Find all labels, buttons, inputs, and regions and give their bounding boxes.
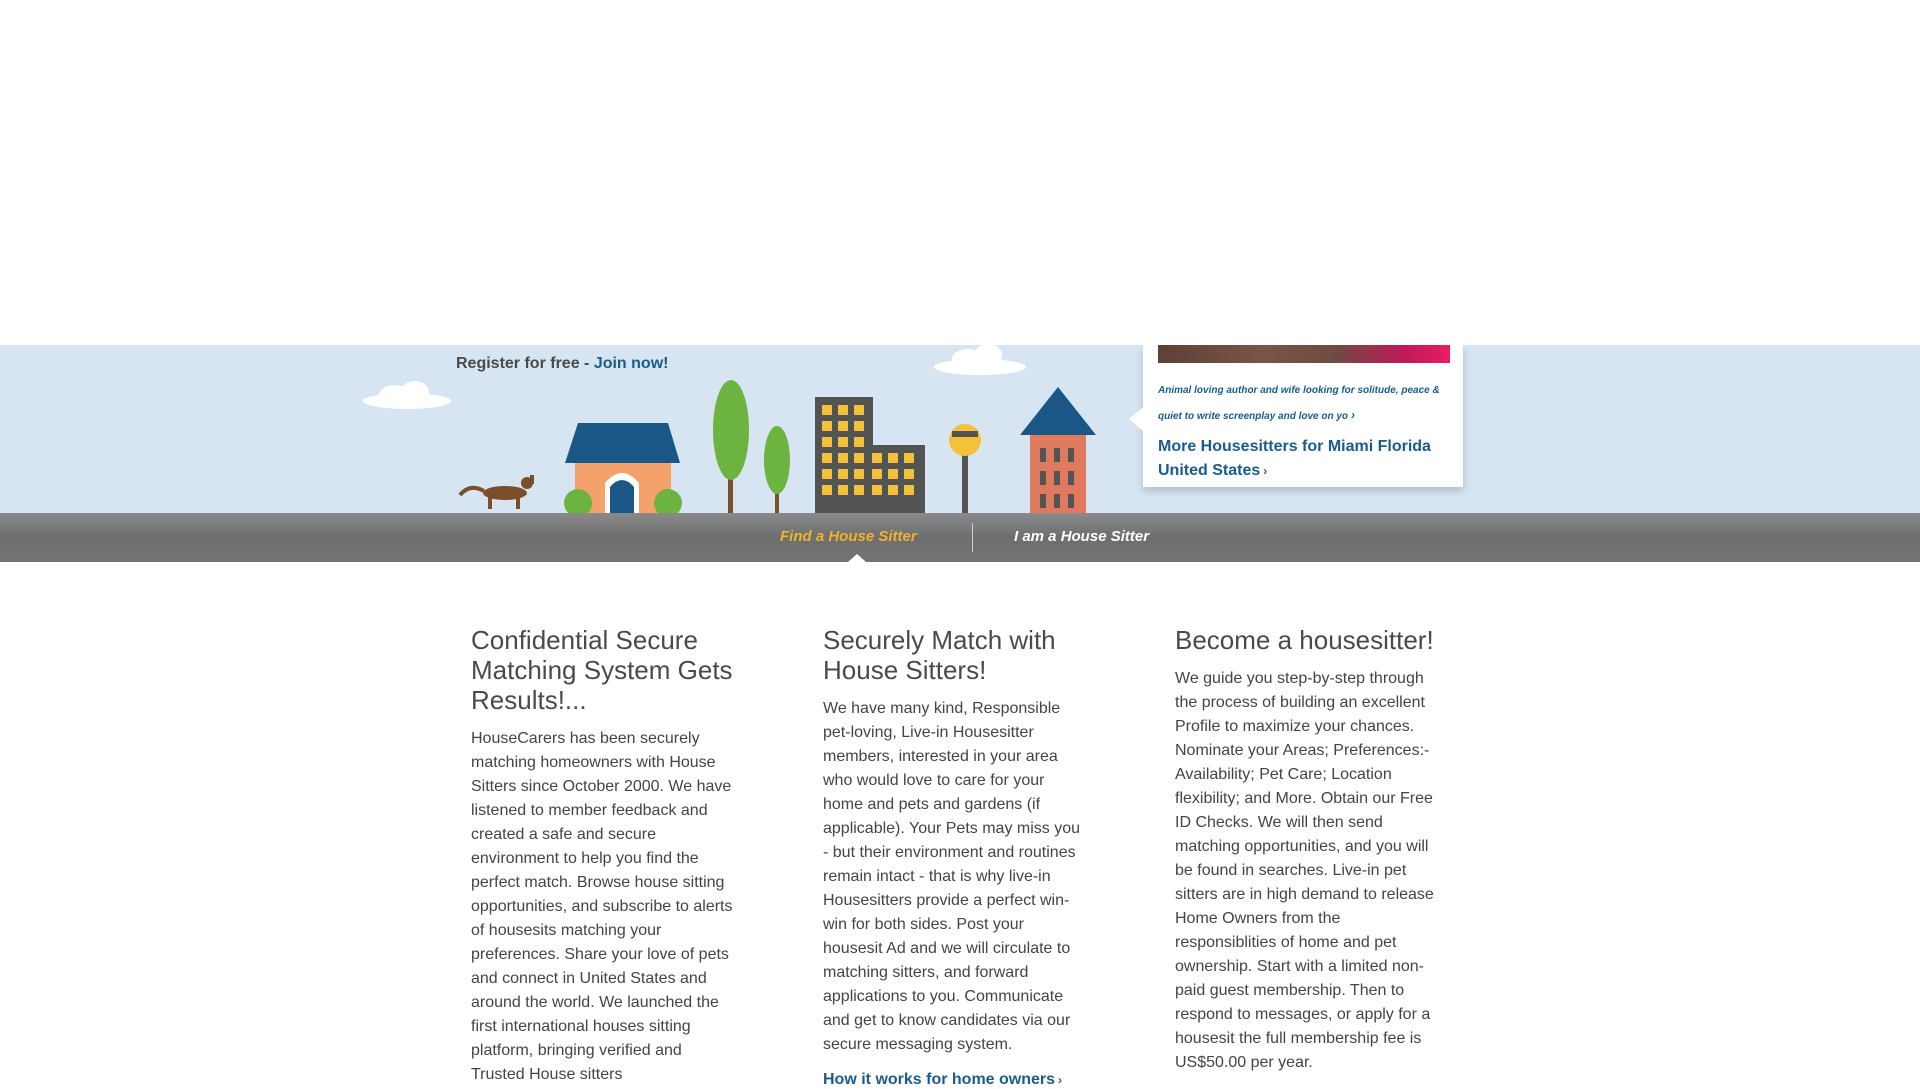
tab-i-am-house-sitter[interactable]: I am a House Sitter <box>1014 528 1150 545</box>
sitter-photo[interactable] <box>1158 345 1450 363</box>
house-icon <box>564 423 682 513</box>
chevron-right-icon: › <box>1058 1073 1063 1087</box>
how-it-works-text: How it works for home owners <box>823 1071 1056 1088</box>
more-housesitters-link[interactable] <box>1158 435 1448 483</box>
tab-find-house-sitter[interactable]: Find a House Sitter <box>780 528 917 545</box>
register-prompt <box>456 355 668 373</box>
column-title: Securely Match with House Sitters! <box>823 625 1056 685</box>
apartment-building-icon <box>815 397 925 513</box>
skyline-illustration <box>0 345 1920 513</box>
role-tab-bar <box>0 513 1920 562</box>
join-now-link[interactable]: Join now! <box>593 355 669 372</box>
register-text: Register for free - <box>456 355 594 372</box>
sitter-blurb-text: Animal loving author and wife looking for solitude, peace & quiet to write screenplay and love on yo <box>1158 385 1440 422</box>
column-body: We have many kind, Responsible pet-loving, Live-in Housesitter members, interested in your area who would love to care for your home and pets and gardens (if applicable). Your Pets may miss you - but their environment and routines remain intact - that is why live-in Housesitters provide a perfect win-win for both sides. Post your housesit Ad and we will circulate to matching sitters, and forward applications to you. Communicate and get to know candidates via our secure messaging system. <box>823 700 1081 1053</box>
street-lamp-icon <box>949 424 981 513</box>
column-body: HouseCarers has been securely matching homeowners with House Sitters since October 2000. We have listened to member feedback and created a safe and secure environment to help you find the perfect match. Browse house sitting opportunities, and subscribe to alerts of housesits matching your preferences. Share your love of pets and connect in United States and around the world. We launched the first international houses sitting platform, bringing verified and Trusted House sitters <box>471 730 733 1083</box>
more-housesitters-text: More Housesitters for Miami Florida United States <box>1158 438 1431 479</box>
tree-icon <box>713 380 790 513</box>
cloud-icon <box>934 345 1026 375</box>
feature-column-match-sitters <box>823 625 1085 1089</box>
feature-column-secure-matching <box>471 625 733 1087</box>
chevron-right-icon: › <box>1351 408 1356 422</box>
running-dog-icon <box>460 475 534 509</box>
column-body: We guide you step-by-step through the process of building an excellent Profile to maximize your chances. Nominate your Areas; Preferences:- Availability; Pet Care; Location flexibility; and More. Obtain our Free ID Checks. We will then send matching opportunities, and you will be found in searches. Live-in pet sitters are in high demand to release Home Owners from the responsiblities of home and pet ownership. Start with a limited non-paid guest membership. Then to respond to messages, or apply for a housesit the full membership fee is US$50.00 per year. <box>1175 670 1434 1071</box>
sitter-blurb-link[interactable] <box>1158 379 1453 429</box>
column-title: Become a housesitter! <box>1175 625 1434 655</box>
tower-house-icon <box>1020 387 1096 513</box>
feature-column-become-sitter <box>1175 625 1437 1075</box>
card-pointer <box>1129 407 1143 431</box>
active-tab-caret <box>848 554 866 562</box>
cloud-icon <box>363 381 451 409</box>
chevron-right-icon: › <box>1263 464 1268 478</box>
hero-banner <box>0 345 1920 513</box>
tab-divider <box>972 523 973 552</box>
featured-sitter-card <box>1143 345 1463 487</box>
column-title: Confidential Secure Matching System Gets Results!... <box>471 625 733 715</box>
how-it-works-link[interactable] <box>823 1071 1085 1089</box>
